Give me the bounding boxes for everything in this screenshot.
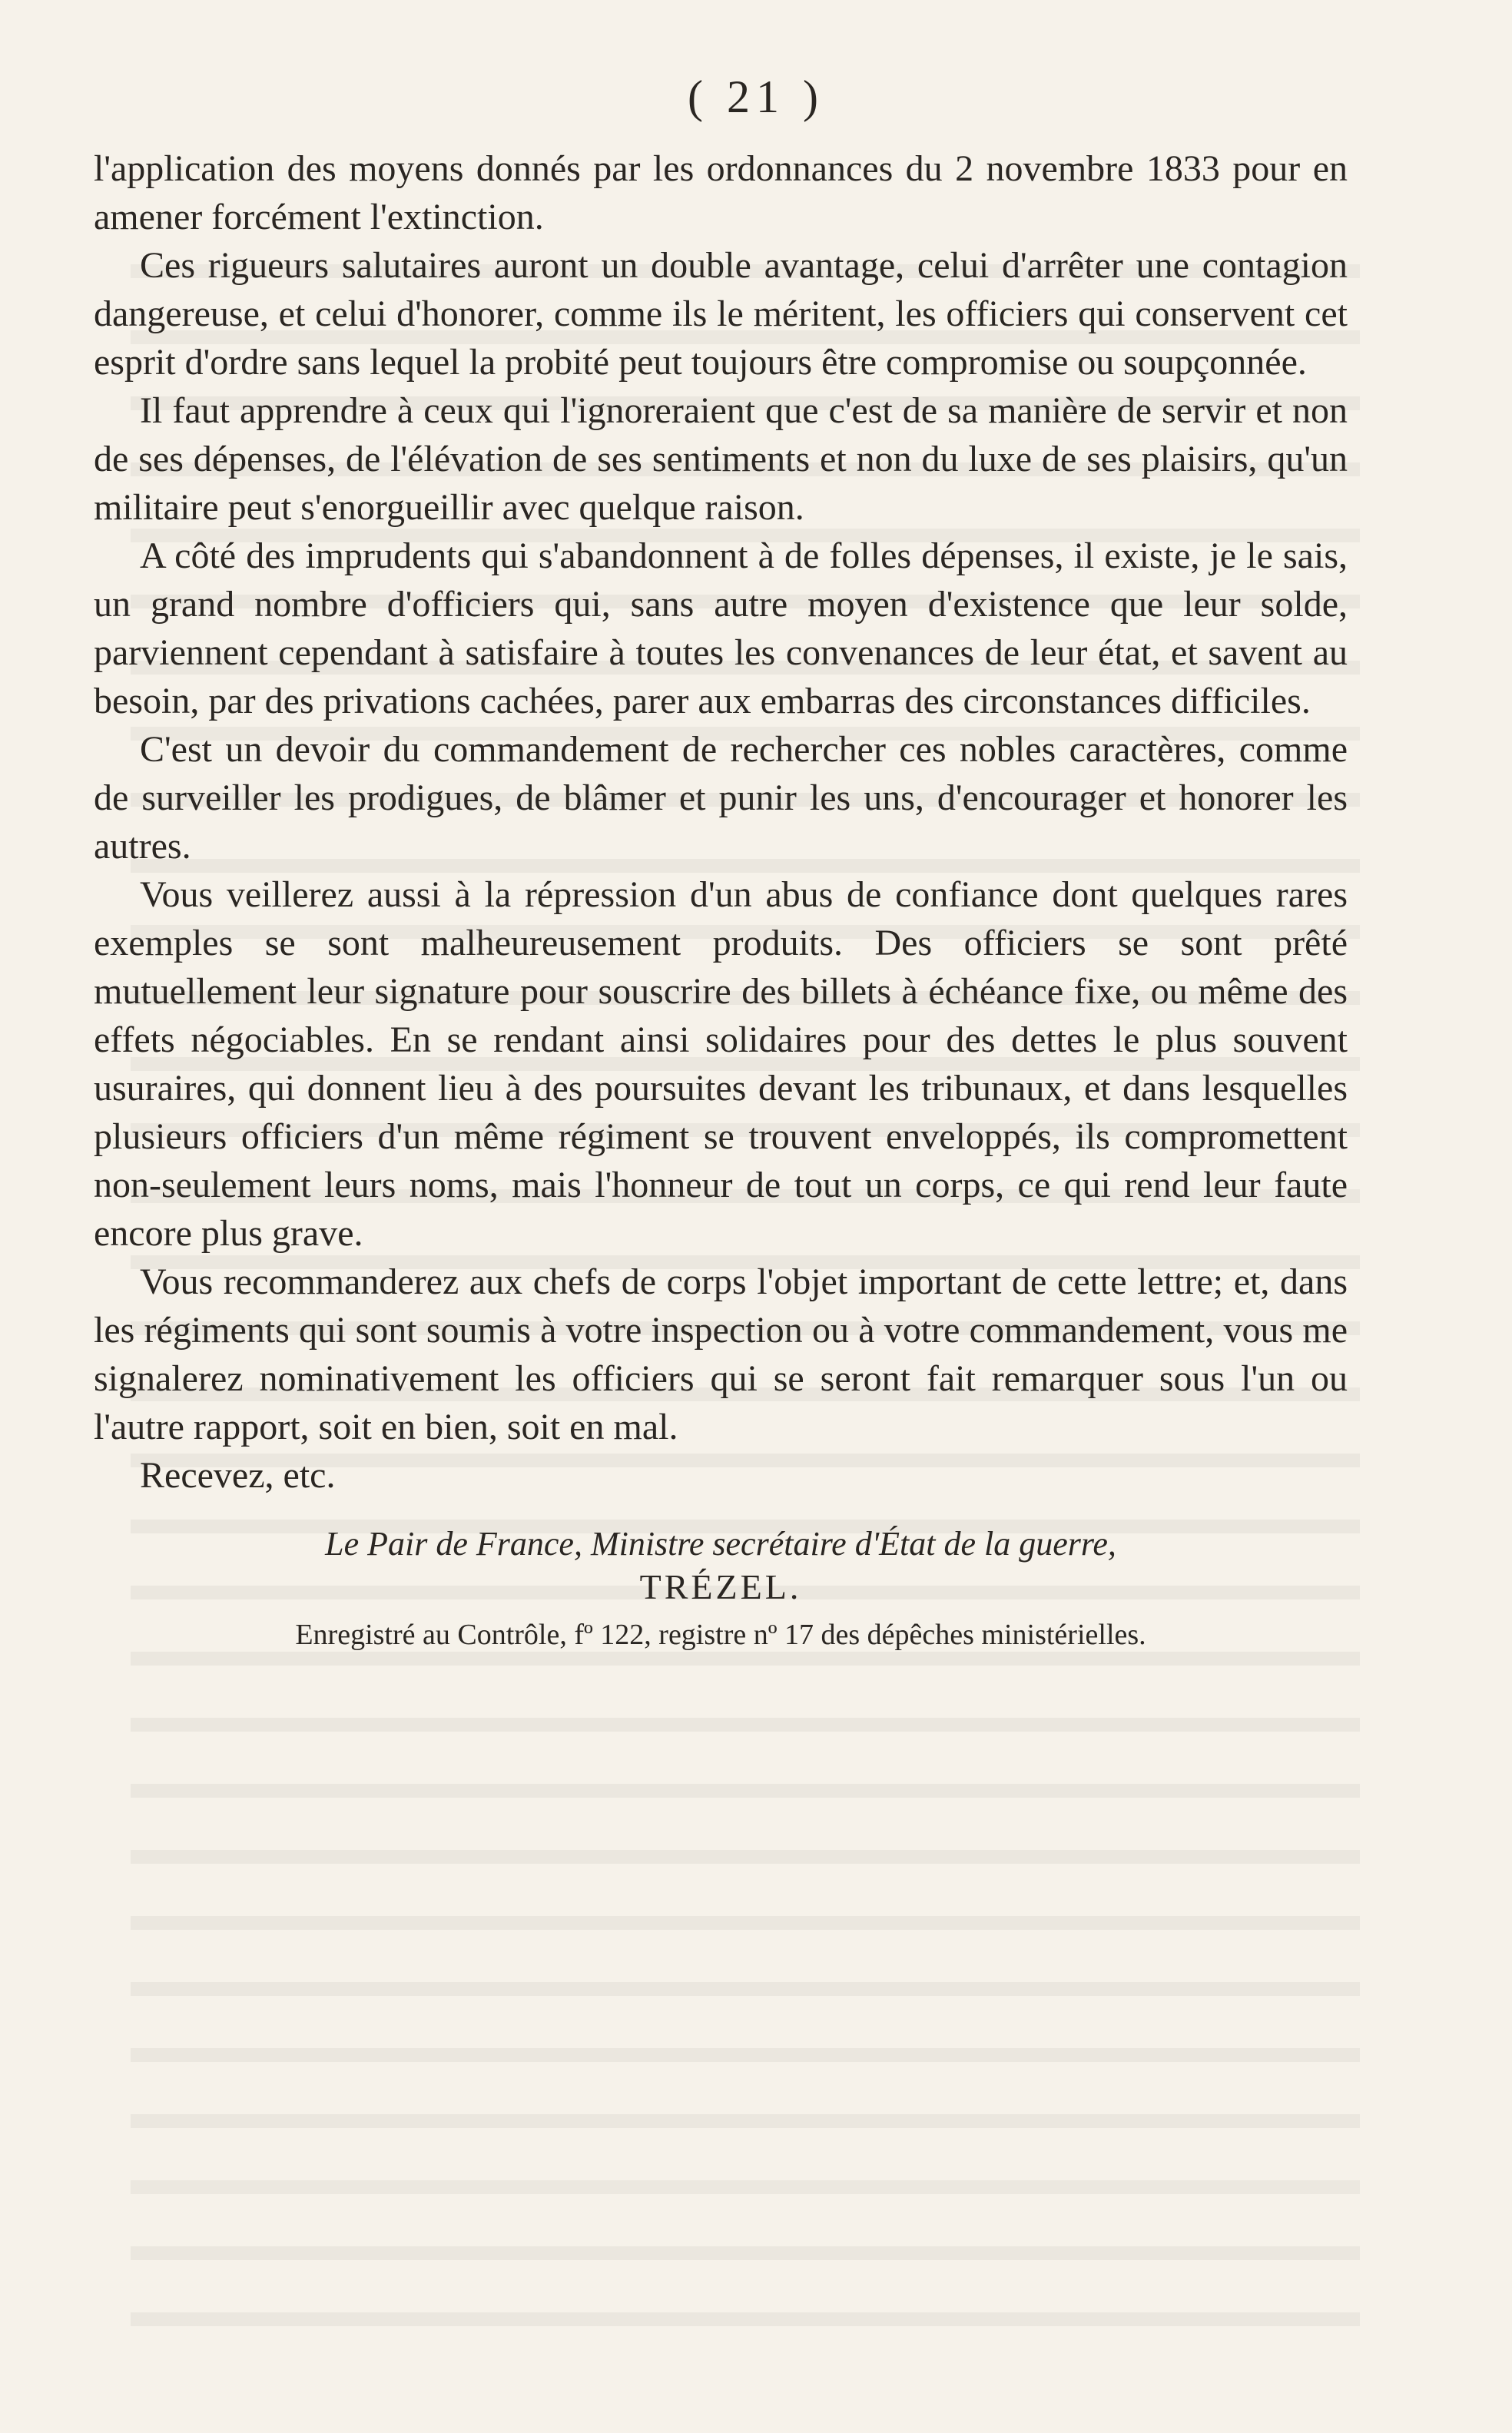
paragraph: l'application des moyens donnés par les ordonnances du 2 novembre 1833 pour en amener forcément l'extinction. <box>94 148 1348 237</box>
page-number: ( 21 ) <box>688 71 824 122</box>
body-text <box>94 144 1348 1655</box>
paragraph: Il faut apprendre à ceux qui l'ignoreraient que c'est de sa manière de servir et non de ses dépenses, de l'élévation de ses sentiments et non du luxe de ses plaisirs, qu'un militaire peut s'enorgueillir avec quelque raison. <box>94 390 1348 528</box>
paragraph: A côté des imprudents qui s'abandonnent à de folles dépenses, il existe, je le sais, un grand nombre d'officiers qui, sans autre moyen d'existence que leur solde, parviennent cependant à satisfaire à toutes les convenances de leur état, et savent au besoin, par des privations cachées, parer aux embarras des circonstances difficiles. <box>94 535 1348 721</box>
paragraph: Vous veillerez aussi à la répression d'un abus de confiance dont quelques rares exemples se sont malheureusement produits. Des officiers se sont prêté mutuellement leur signature pour souscrire des billets à échéance fixe, ou même des effets négociables. En se rendant ainsi solidaires pour des dettes le plus souvent usuraires, qui donnent lieu à des poursuites devant les tribunaux, et dans lesquelles plusieurs officiers d'un même régiment se trouvent enveloppés, ils compromettent non-seulement leurs noms, mais l'honneur de tout un corps, ce qui rend leur faute encore plus grave. <box>94 874 1348 1254</box>
paragraph: Vous recommanderez aux chefs de corps l'objet important de cette lettre; et, dans les régiments qui sont soumis à votre inspection ou à votre commandement, vous me signalerez nominativement les officiers qui se seront fait remarquer sous l'un ou l'autre rapport, soit en bien, soit en mal. <box>94 1261 1348 1447</box>
registry-note: Enregistré au Contrôle, fº 122, registre nº 17 des dépêches ministérielles. <box>295 1619 1146 1651</box>
signatory-name: TRÉZEL. <box>639 1567 802 1606</box>
signatory-title: Le Pair de France, Ministre secrétaire d'État de la guerre, <box>325 1525 1116 1563</box>
signature-block <box>94 1523 1348 1609</box>
paragraph: C'est un devoir du commandement de rechercher ces nobles caractères, comme de surveiller les prodigues, de blâmer et punir les uns, d'encourager et honorer les autres. <box>94 729 1348 867</box>
paragraph: Ces rigueurs salutaires auront un double avantage, celui d'arrêter une contagion dangereuse, et celui d'honorer, comme ils le méritent, les officiers qui conservent cet esprit d'ordre sans lequel la probité peut toujours être compromise ou soupçonnée. <box>94 245 1348 383</box>
closing: Recevez, etc. <box>140 1455 336 1496</box>
